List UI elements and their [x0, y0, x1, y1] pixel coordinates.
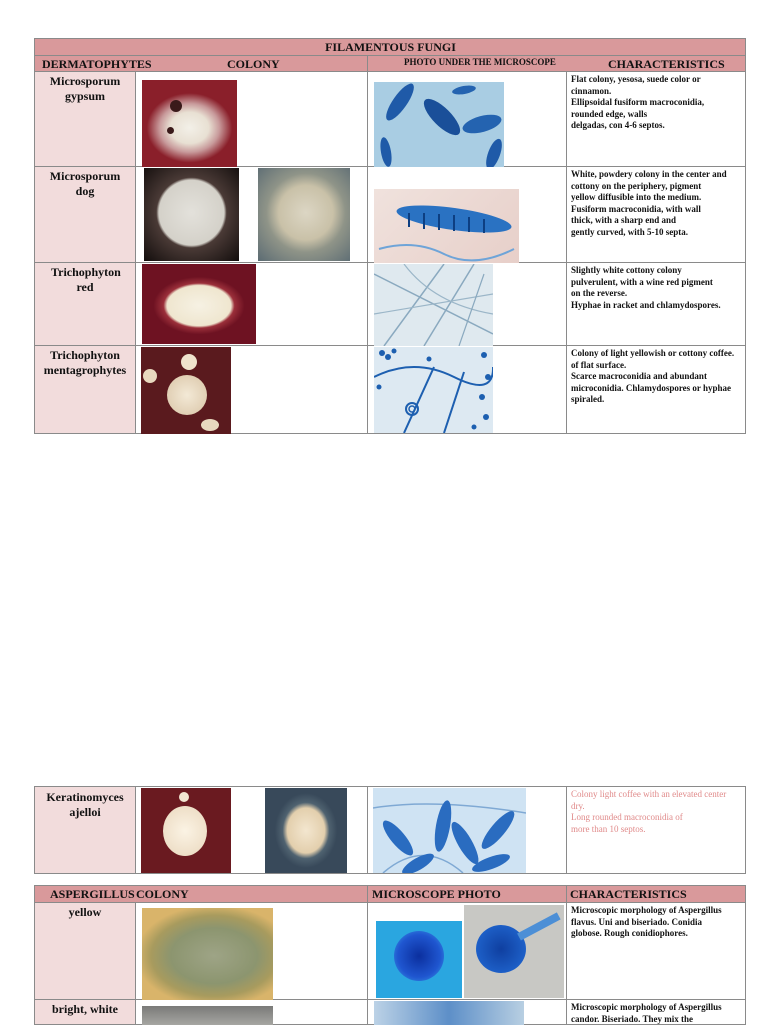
- colony-cell: [136, 1000, 368, 1025]
- colony-spot: [167, 127, 174, 134]
- text-line: yellow diffusible into the medium.: [571, 192, 742, 204]
- fungus-name: Trichophyton mentagrophytes: [35, 346, 135, 378]
- microscope-cell: [368, 167, 567, 263]
- microscope-photo: [374, 264, 493, 346]
- header-dermatophytes: DERMATOPHYTES: [42, 57, 152, 72]
- row-name-cell: [35, 72, 136, 167]
- dermatophytes-table: [34, 38, 746, 434]
- aspergillus-table: [34, 885, 746, 1025]
- text-line: cottony on the periphery, pigment: [571, 181, 742, 193]
- text-line: spiraled.: [571, 394, 742, 406]
- text-line: White, powdery colony in the center and: [571, 169, 742, 181]
- header-divider: [367, 886, 368, 903]
- macroconidia-image: [374, 189, 519, 263]
- text-line: more than 10 septos.: [571, 824, 742, 836]
- colony-cell: [136, 903, 368, 1000]
- row-name-cell: [35, 263, 136, 346]
- text-line: Colony of light yellowish or cottony coffee.: [571, 348, 742, 360]
- text-line: of flat surface.: [571, 360, 742, 372]
- microscope-photo: [374, 189, 519, 263]
- text-line: Long rounded macroconidia of: [571, 812, 742, 824]
- text-line: gently curved, with 5-10 septa.: [571, 227, 742, 239]
- text-line: Microscopic morphology of Aspergillus: [571, 905, 742, 917]
- macroconidia-image: [373, 788, 526, 873]
- characteristics-text: [567, 1000, 745, 1025]
- colony-blob: [201, 419, 219, 431]
- colony-photo: [141, 347, 231, 434]
- colony-blob: [163, 806, 207, 856]
- colony-cell: [136, 167, 368, 263]
- text-line: pulverulent, with a wine red pigment: [571, 277, 742, 289]
- header-aspergillus: ASPERGILLUS: [50, 887, 135, 902]
- text-line: cinnamon.: [571, 86, 742, 98]
- characteristics-cell: [567, 346, 746, 434]
- text-line: Flat colony, yesosa, suede color or: [571, 74, 742, 86]
- characteristics-cell: [567, 72, 746, 167]
- text-line: microconidia. Chlamydospores or hyphae: [571, 383, 742, 395]
- microscope-cell: [368, 1000, 567, 1025]
- header-colony: COLONY: [136, 887, 189, 902]
- keratinomyces-table: [34, 786, 746, 874]
- conidial-head: [394, 931, 444, 981]
- hyphae-image: [374, 347, 493, 433]
- microscope-photo: [374, 82, 504, 167]
- colony-cell: [136, 787, 368, 874]
- microscope-cell: [368, 787, 567, 874]
- fungus-name: bright, white: [35, 1000, 135, 1017]
- row-name-cell: [35, 167, 136, 263]
- text-line: Scarce macroconidia and abundant: [571, 371, 742, 383]
- colony-photo: [141, 788, 231, 873]
- characteristics-text: [567, 787, 745, 835]
- colony-photo-reverse: [258, 168, 350, 261]
- table-title: FILAMENTOUS FUNGI: [35, 40, 746, 55]
- fungus-name: yellow: [35, 903, 135, 920]
- fungus-name: Microsporum dog: [35, 167, 135, 199]
- microscope-cell: [368, 263, 567, 346]
- characteristics-cell: [567, 787, 746, 874]
- hyphae-image: [374, 264, 493, 346]
- header-characteristics: CHARACTERISTICS: [608, 57, 725, 72]
- text-line: delgadas, con 4-6 septos.: [571, 120, 742, 132]
- characteristics-text: [567, 263, 745, 311]
- text-line: Slightly white cottony colony: [571, 265, 742, 277]
- microscope-cell: [368, 903, 567, 1000]
- table-title-row: [35, 39, 746, 56]
- header-microscope-photo: MICROSCOPE PHOTO: [372, 887, 501, 902]
- microscope-photo: [376, 921, 462, 998]
- header-divider: [367, 56, 368, 72]
- macroconidia-image: [374, 82, 504, 167]
- characteristics-text: [567, 72, 745, 132]
- microscope-cell: [368, 72, 567, 167]
- microscope-photo: [373, 788, 526, 873]
- row-name-cell: [35, 787, 136, 874]
- colony-photo: [142, 1006, 273, 1025]
- fungus-name: Trichophyton red: [35, 263, 135, 295]
- row-name-cell: [35, 903, 136, 1000]
- characteristics-text: [567, 346, 745, 406]
- text-line: thick, with a sharp end and: [571, 215, 742, 227]
- row-name-cell: [35, 346, 136, 434]
- colony-cell: [136, 263, 368, 346]
- colony-cell: [136, 72, 368, 167]
- text-line: dry.: [571, 801, 742, 813]
- header-characteristics: CHARACTERISTICS: [570, 887, 687, 902]
- microscope-photo: [374, 347, 493, 433]
- characteristics-cell: [567, 903, 746, 1000]
- text-line: rounded edge, walls: [571, 109, 742, 121]
- characteristics-text: [567, 903, 745, 940]
- header-colony: COLONY: [227, 57, 280, 72]
- conidiophore: [517, 912, 560, 940]
- colony-photo: [142, 908, 273, 1000]
- colony-blob: [179, 792, 189, 802]
- microscope-photo: [374, 1001, 524, 1025]
- microscope-cell: [368, 346, 567, 434]
- colony-blob: [143, 369, 157, 383]
- text-line: candor. Biseriado. They mix the: [571, 1014, 742, 1025]
- microscope-photo-2: [464, 905, 564, 998]
- colony-spot: [170, 100, 182, 112]
- colony-photo: [142, 80, 237, 167]
- characteristics-cell: [567, 167, 746, 263]
- fungus-name: Microsporum gypsum: [35, 72, 135, 104]
- row-name-cell: [35, 1000, 136, 1025]
- colony-photo: [142, 264, 256, 344]
- header-divider: [566, 886, 567, 903]
- text-line: Colony light coffee with an elevated center: [571, 789, 742, 801]
- colony-blob: [167, 375, 207, 415]
- text-line: Ellipsoidal fusiform macroconidia,: [571, 97, 742, 109]
- header-microscope-photo: PHOTO UNDER THE MICROSCOPE: [404, 57, 556, 67]
- characteristics-cell: [567, 1000, 746, 1025]
- fungus-name: Keratinomyces ajelloi: [35, 787, 135, 820]
- text-line: Fusiform macroconidia, with wall: [571, 204, 742, 216]
- colony-cell: [136, 346, 368, 434]
- colony-photo: [144, 168, 239, 261]
- colony-photo-reverse: [265, 788, 347, 873]
- text-line: globose. Rough conidiophores.: [571, 928, 742, 940]
- colony-blob: [181, 354, 197, 370]
- characteristics-cell: [567, 263, 746, 346]
- text-line: flavus. Uni and biseriado. Conidia: [571, 917, 742, 929]
- text-line: Hyphae in racket and chlamydospores.: [571, 300, 742, 312]
- text-line: Microscopic morphology of Aspergillus: [571, 1002, 742, 1014]
- text-line: on the reverse.: [571, 288, 742, 300]
- characteristics-text: [567, 167, 745, 238]
